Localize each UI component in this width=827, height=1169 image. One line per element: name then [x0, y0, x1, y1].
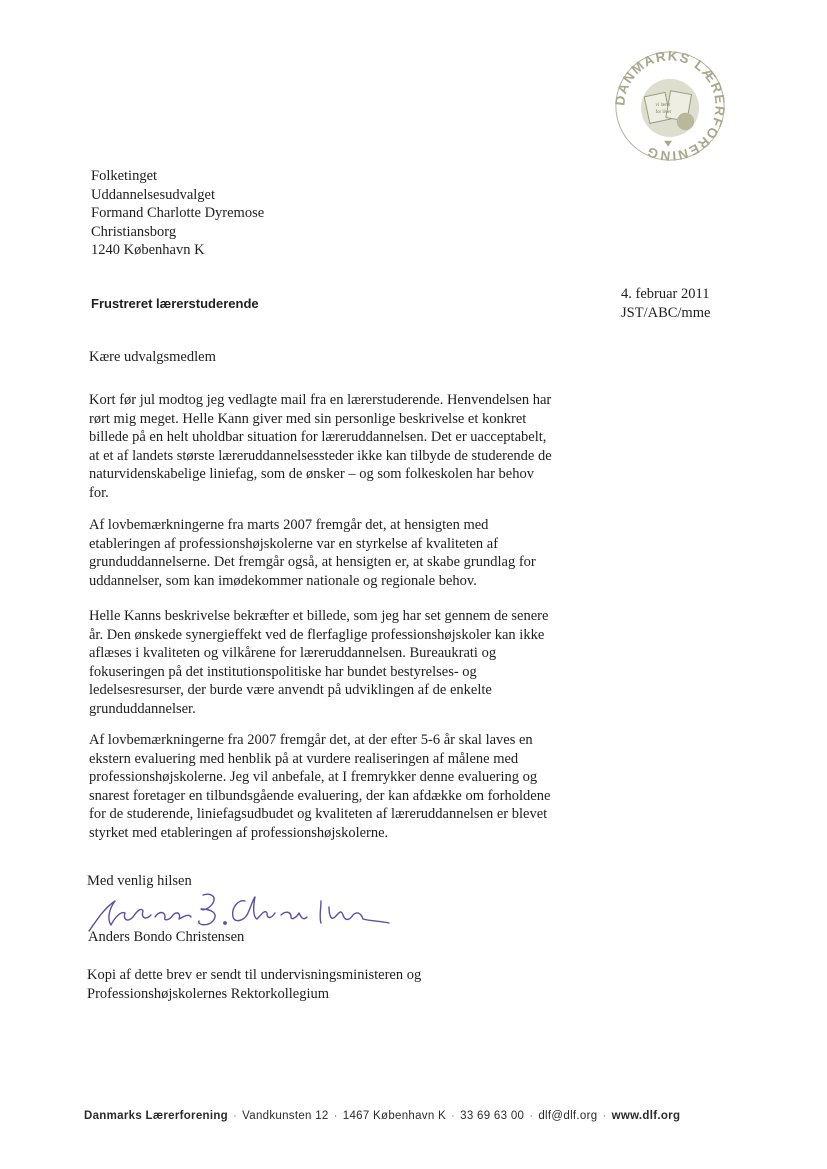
letter-subject: Frustreret lærerstuderende — [91, 296, 259, 311]
svg-text:for livet: for livet — [655, 109, 671, 115]
dlf-logo — [612, 48, 728, 164]
paragraph-line: Kort før jul modtog jeg vedlagte mail fra en lærerstuderende. Henvendelsen har — [89, 392, 552, 408]
closing: Med venlig hilsen — [87, 873, 192, 889]
paragraph-line: år. Den ønskede synergieffekt ved de flerfaglige professionshøjskoler kan ikke — [89, 626, 545, 643]
paragraph-line: grunduddannelserne. Det fremgår også, at hensigten er, at skabe grundlag for — [89, 554, 536, 570]
paragraph-line: grunduddannelser. — [89, 700, 196, 717]
copy-note-line: Kopi af dette brev er sendt til undervisningsministeren og — [87, 967, 422, 983]
footer-postal: 1467 København K — [342, 1110, 447, 1122]
recipient-address — [91, 167, 264, 260]
body-paragraph — [89, 731, 589, 842]
paragraph-line: Af lovbemærkningerne fra 2007 fremgår det, at der efter 5-6 år skal laves en — [89, 732, 533, 748]
copy-note-line: Professionshøjskolernes Rektorkollegium — [87, 985, 330, 1002]
paragraph-line: ledelsesresurser, der burde være anvendt på udviklingen af de enkelte — [89, 682, 492, 698]
paragraph-line: fokuseringen på det institutionspolitiske har bundet bestyrelses- og — [89, 663, 477, 680]
letter-reference: JST/ABC/mme — [621, 304, 711, 321]
letter-date: 4. februar 2011 — [621, 286, 710, 302]
paragraph-line: rørt mig meget. Helle Kann giver med sin personlige beskrivelse et konkret — [89, 410, 527, 427]
paragraph-line: Af lovbemærkningerne fra marts 2007 fremgår det, at hensigten med — [89, 517, 489, 533]
svg-text:vi lærer: vi lærer — [655, 103, 671, 108]
dlf-seal-icon — [612, 48, 728, 164]
salutation: Kære udvalgsmedlem — [89, 349, 216, 365]
footer-separator: · — [233, 1110, 238, 1122]
paragraph-line: etableringen af professionshøjskolerne var en styrkelse af kvaliteten af — [89, 535, 499, 552]
paragraph-line: professionshøjskolerne. Jeg vil anbefale, at I fremrykker denne evaluering og — [89, 769, 538, 785]
letter-meta — [621, 285, 710, 322]
paragraph-line: snarest foretager en tilbundsgående evaluering, der kan afdække om forholdene — [89, 787, 551, 804]
copy-note — [87, 966, 421, 1003]
footer-website[interactable]: www.dlf.org — [611, 1110, 681, 1122]
footer-separator: · — [602, 1110, 607, 1122]
footer-email[interactable]: dlf@dlf.org — [538, 1110, 598, 1122]
footer-separator: · — [451, 1110, 456, 1122]
body-paragraph — [89, 516, 589, 590]
paragraph-line: billede på en helt uholdbar situation for læreruddannelsen. Det er uacceptabelt, — [89, 429, 547, 445]
footer-organization: Danmarks Lærerforening — [84, 1110, 228, 1122]
paragraph-line: naturvidenskabelige liniefag, som de ønsker – og som folkeskolen har behov — [89, 466, 534, 482]
footer-street: Vandkunsten 12 — [242, 1110, 329, 1122]
footer-separator: · — [529, 1110, 534, 1122]
recipient-line: Formand Charlotte Dyremose — [91, 205, 265, 221]
footer-phone: 33 69 63 00 — [460, 1110, 525, 1122]
paragraph-line: aflæses i kvaliteten og vilkårene for læreruddannelsen. Bureaukrati og — [89, 645, 497, 661]
signer-name: Anders Bondo Christensen — [88, 929, 245, 945]
recipient-line: Christiansborg — [91, 223, 177, 240]
footer-separator: · — [333, 1110, 338, 1122]
letter-footer — [84, 1110, 680, 1122]
paragraph-line: for de studerende, liniefagsudbudet og kvaliteten af læreruddannelsen er blevet — [89, 806, 548, 822]
recipient-line: 1240 København K — [91, 242, 205, 258]
paragraph-line: at et af landets største læreruddannelsessteder ikke kan tilbyde de studerende de — [89, 447, 552, 464]
paragraph-line: ekstern evaluering med henblik på at vurdere realiseringen af målene med — [89, 750, 519, 767]
paragraph-line: uddannelser, som kan imødekommer nationale og regionale behov. — [89, 572, 477, 589]
paragraph-line: for. — [89, 484, 109, 501]
paragraph-line: Helle Kanns beskrivelse bekræfter et billede, som jeg har set gennem de senere — [89, 608, 549, 624]
body-paragraph — [89, 607, 589, 718]
body-paragraph — [89, 391, 589, 502]
paragraph-line: styrket med etableringen af professionshøjskolerne. — [89, 824, 389, 841]
recipient-line: Folketinget — [91, 168, 158, 184]
svg-text:DANMARKS LÆRERFORENING: DANMARKS LÆRERFORENING — [612, 48, 728, 164]
recipient-line: Uddannelsesudvalget — [91, 186, 216, 203]
